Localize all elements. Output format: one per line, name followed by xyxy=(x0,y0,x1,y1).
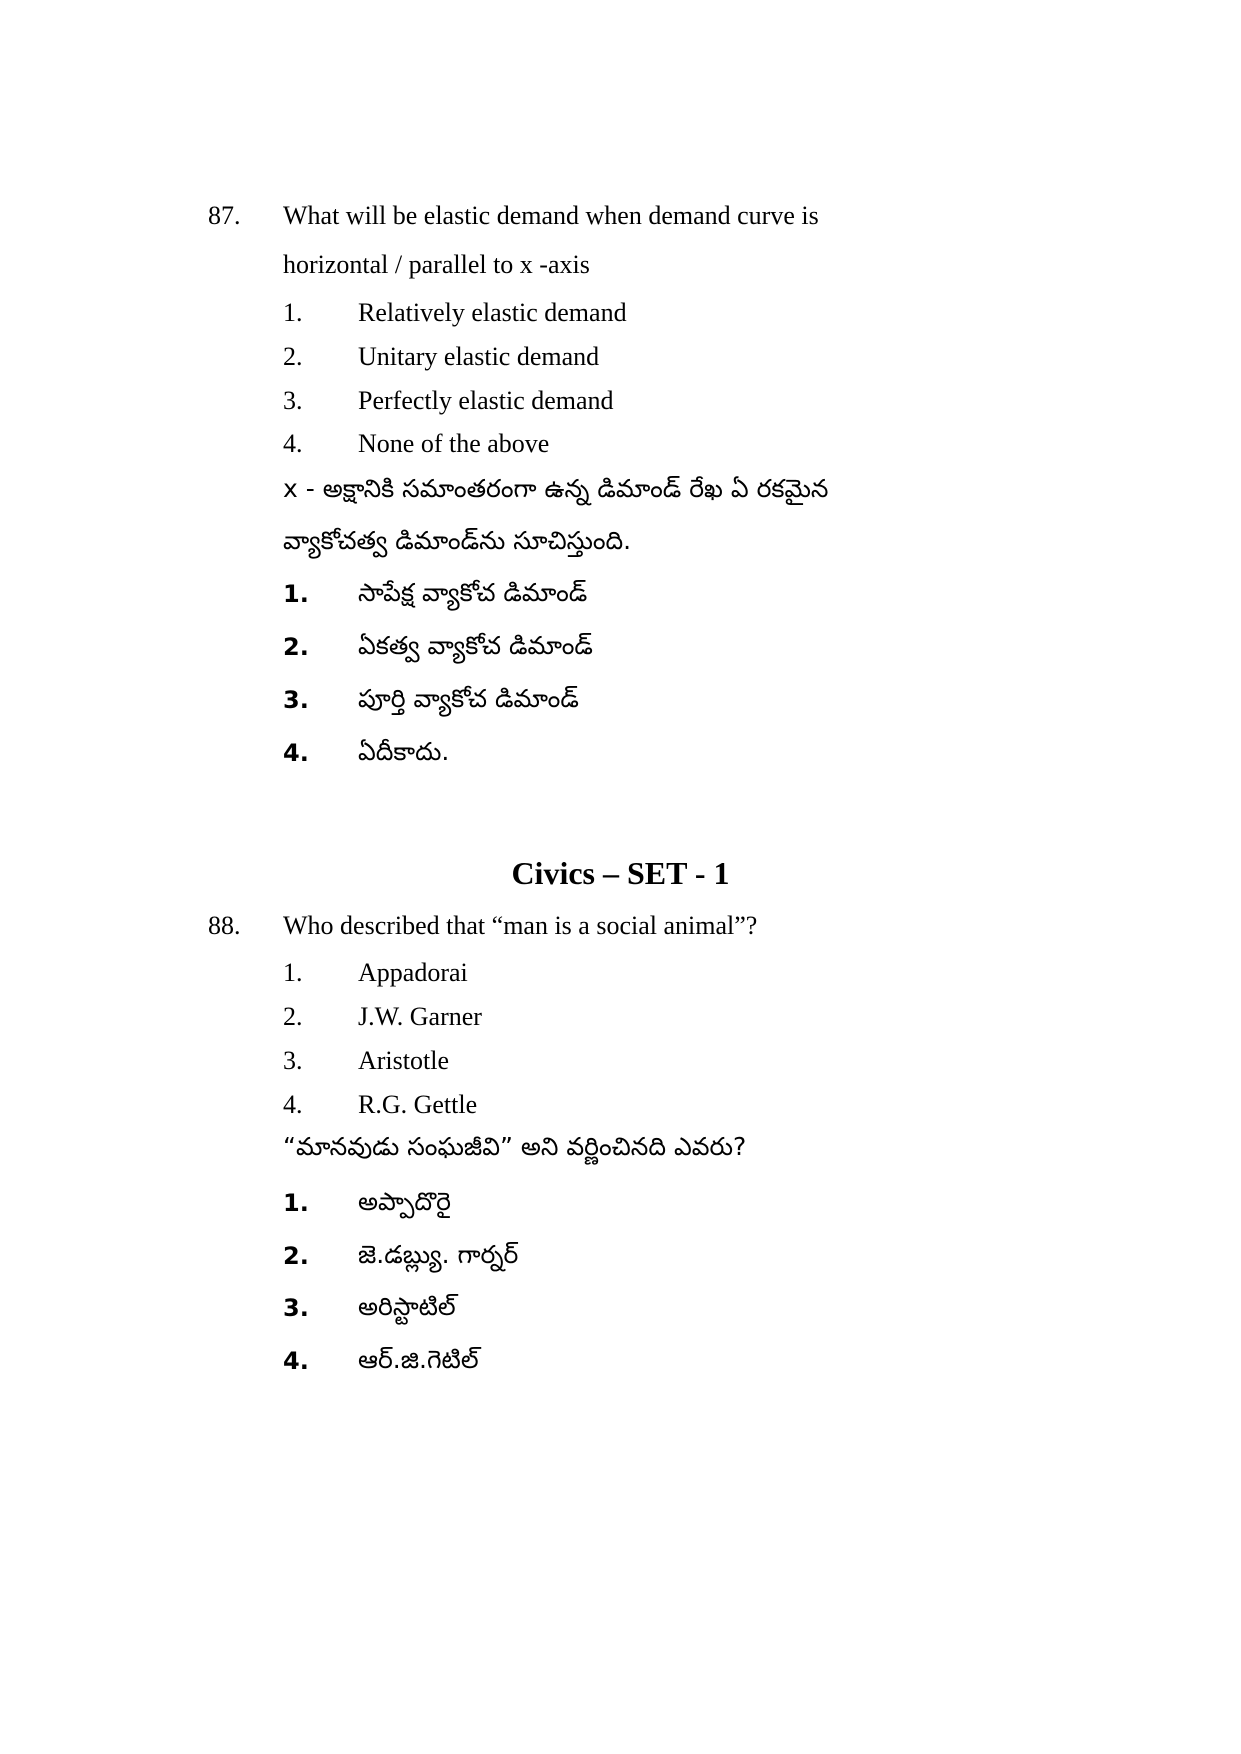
option-text-telugu: అప్పాదొరై xyxy=(358,1187,452,1216)
question-text-line2: horizontal / parallel to x -axis xyxy=(283,250,590,279)
option-number: 4. xyxy=(283,429,303,458)
option-text: Perfectly elastic demand xyxy=(358,386,614,415)
option-number: 1. xyxy=(283,958,303,987)
question-text-telugu-line1: x - అక్షానికి సమాంతరంగా ఉన్న డిమాండ్ రేఖ ఏ రకమైన xyxy=(283,474,829,503)
option-number: 2. xyxy=(283,1242,309,1270)
option-number: 3. xyxy=(283,386,303,415)
option-text: J.W. Garner xyxy=(358,1002,482,1031)
option-text-telugu: ఏదీకాదు. xyxy=(358,737,450,766)
question-text: Who described that “man is a social animal”? xyxy=(283,911,758,940)
option-text-telugu: ఏకత్వ వ్యాకోచ డిమాండ్ xyxy=(358,631,593,660)
question-number: 87. xyxy=(208,201,241,230)
question-text-line1: What will be elastic demand when demand curve is xyxy=(283,201,819,230)
question-number: 88. xyxy=(208,911,241,940)
option-text: Unitary elastic demand xyxy=(358,342,600,371)
option-number: 1. xyxy=(283,580,309,608)
option-number: 3. xyxy=(283,1046,303,1075)
question-text-telugu: “మానవుడు సంఘజీవి” అని వర్ణించినది ఎవరు? xyxy=(283,1132,747,1161)
option-text: Appadorai xyxy=(358,958,468,987)
option-text: R.G. Gettle xyxy=(358,1090,478,1119)
option-number: 1. xyxy=(283,298,303,327)
option-number: 1. xyxy=(283,1189,309,1217)
option-number: 2. xyxy=(283,633,309,661)
option-number: 4. xyxy=(283,739,309,767)
question-text-telugu-line2: వ్యాకోచత్వ డిమాండ్‌ను సూచిస్తుంది. xyxy=(283,526,632,555)
option-text-telugu: సాపేక్ష వ్యాకోచ డిమాండ్ xyxy=(358,578,588,607)
option-number: 3. xyxy=(283,1294,309,1322)
option-text: None of the above xyxy=(358,429,550,458)
option-text-telugu: అరిస్టాటిల్ xyxy=(358,1292,456,1321)
option-number: 3. xyxy=(283,686,309,714)
option-text: Aristotle xyxy=(358,1046,449,1075)
option-text-telugu: జె.డబ్ల్యు. గార్నర్ xyxy=(358,1240,519,1269)
option-number: 2. xyxy=(283,342,303,371)
option-text-telugu: ఆర్.జి.గెటిల్ xyxy=(358,1345,479,1374)
option-number: 2. xyxy=(283,1002,303,1031)
option-text-telugu: పూర్తి వ్యాకోచ డిమాండ్ xyxy=(358,684,579,713)
option-number: 4. xyxy=(283,1347,309,1375)
option-text: Relatively elastic demand xyxy=(358,298,627,327)
option-number: 4. xyxy=(283,1090,303,1119)
section-title: Civics – SET - 1 xyxy=(511,855,730,891)
